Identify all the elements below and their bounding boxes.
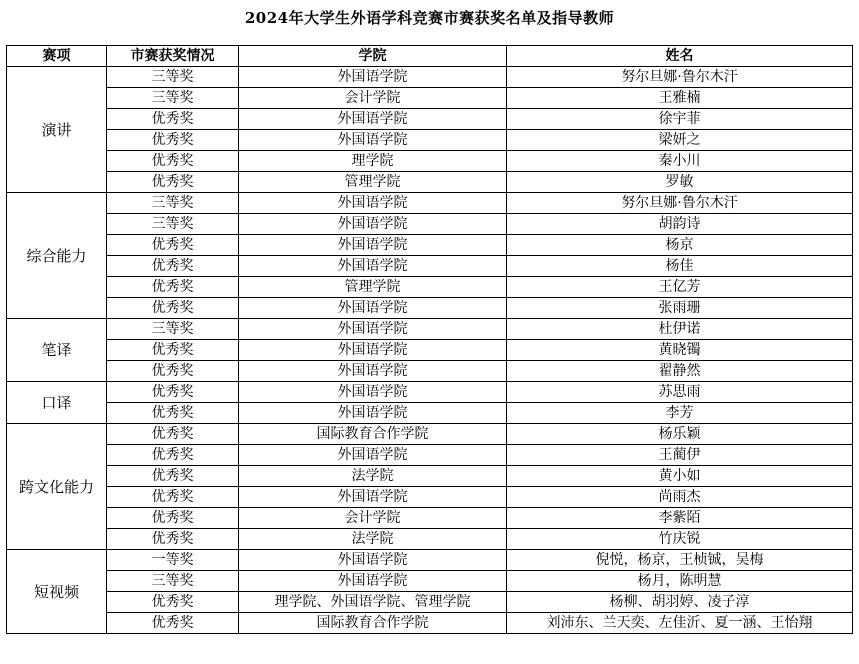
names-cell: 王蔺伊 bbox=[507, 445, 853, 466]
table-row bbox=[7, 319, 853, 340]
names-cell: 黄小如 bbox=[507, 466, 853, 487]
table-row bbox=[7, 214, 853, 235]
award-cell: 优秀奖 bbox=[107, 109, 239, 130]
table-row bbox=[7, 487, 853, 508]
college-cell: 外国语学院 bbox=[239, 109, 507, 130]
college-cell: 外国语学院 bbox=[239, 340, 507, 361]
table-row bbox=[7, 88, 853, 109]
college-cell: 会计学院 bbox=[239, 88, 507, 109]
award-cell: 优秀奖 bbox=[107, 130, 239, 151]
table-row bbox=[7, 67, 853, 88]
college-cell: 管理学院 bbox=[239, 172, 507, 193]
names-cell: 努尔旦娜·鲁尔木汗 bbox=[507, 193, 853, 214]
award-cell: 优秀奖 bbox=[107, 424, 239, 445]
table-row bbox=[7, 403, 853, 424]
college-cell: 外国语学院 bbox=[239, 256, 507, 277]
header-award: 市赛获奖情况 bbox=[107, 46, 239, 67]
header-event: 赛项 bbox=[7, 46, 107, 67]
table-row bbox=[7, 571, 853, 592]
awards-table-body bbox=[7, 67, 853, 634]
table-row bbox=[7, 361, 853, 382]
award-cell: 优秀奖 bbox=[107, 445, 239, 466]
award-cell: 优秀奖 bbox=[107, 298, 239, 319]
college-cell: 外国语学院 bbox=[239, 193, 507, 214]
award-cell: 优秀奖 bbox=[107, 172, 239, 193]
award-cell: 优秀奖 bbox=[107, 403, 239, 424]
names-cell: 罗敏 bbox=[507, 172, 853, 193]
names-cell: 尚雨杰 bbox=[507, 487, 853, 508]
college-cell: 外国语学院 bbox=[239, 382, 507, 403]
event-cell: 综合能力 bbox=[7, 193, 107, 319]
college-cell: 管理学院 bbox=[239, 277, 507, 298]
award-cell: 优秀奖 bbox=[107, 151, 239, 172]
college-cell: 法学院 bbox=[239, 466, 507, 487]
names-cell: 竹庆锐 bbox=[507, 529, 853, 550]
table-row bbox=[7, 340, 853, 361]
award-cell: 优秀奖 bbox=[107, 466, 239, 487]
award-cell: 优秀奖 bbox=[107, 256, 239, 277]
award-cell: 三等奖 bbox=[107, 193, 239, 214]
award-cell: 优秀奖 bbox=[107, 529, 239, 550]
award-cell: 三等奖 bbox=[107, 571, 239, 592]
table-row bbox=[7, 424, 853, 445]
names-cell: 翟静然 bbox=[507, 361, 853, 382]
awards-table bbox=[6, 45, 853, 634]
names-cell: 王亿芳 bbox=[507, 277, 853, 298]
award-cell: 优秀奖 bbox=[107, 592, 239, 613]
college-cell: 外国语学院 bbox=[239, 130, 507, 151]
award-cell: 优秀奖 bbox=[107, 487, 239, 508]
college-cell: 外国语学院 bbox=[239, 235, 507, 256]
award-cell: 优秀奖 bbox=[107, 361, 239, 382]
award-cell: 一等奖 bbox=[107, 550, 239, 571]
names-cell: 杨柳、胡羽婷、凌子淳 bbox=[507, 592, 853, 613]
college-cell: 外国语学院 bbox=[239, 571, 507, 592]
table-row bbox=[7, 529, 853, 550]
table-row bbox=[7, 256, 853, 277]
table-row bbox=[7, 235, 853, 256]
names-cell: 倪悦，杨京，王桢铖，吴梅 bbox=[507, 550, 853, 571]
table-row bbox=[7, 193, 853, 214]
names-cell: 杨京 bbox=[507, 235, 853, 256]
college-cell: 外国语学院 bbox=[239, 361, 507, 382]
table-row bbox=[7, 592, 853, 613]
event-cell: 演讲 bbox=[7, 67, 107, 193]
award-cell: 三等奖 bbox=[107, 67, 239, 88]
award-cell: 优秀奖 bbox=[107, 613, 239, 634]
names-cell: 秦小川 bbox=[507, 151, 853, 172]
names-cell: 徐宇菲 bbox=[507, 109, 853, 130]
award-cell: 优秀奖 bbox=[107, 235, 239, 256]
names-cell: 李芳 bbox=[507, 403, 853, 424]
table-row bbox=[7, 508, 853, 529]
award-cell: 优秀奖 bbox=[107, 382, 239, 403]
names-cell: 杨月，陈明慧 bbox=[507, 571, 853, 592]
table-row bbox=[7, 109, 853, 130]
college-cell: 国际教育合作学院 bbox=[239, 613, 507, 634]
names-cell: 杨乐颖 bbox=[507, 424, 853, 445]
award-cell: 三等奖 bbox=[107, 214, 239, 235]
college-cell: 法学院 bbox=[239, 529, 507, 550]
document-title: 2024年大学生外语学科竞赛市赛获奖名单及指导教师 bbox=[244, 9, 615, 27]
names-cell: 杨佳 bbox=[507, 256, 853, 277]
college-cell: 外国语学院 bbox=[239, 319, 507, 340]
table-row bbox=[7, 277, 853, 298]
event-cell: 短视频 bbox=[7, 550, 107, 634]
college-cell: 理学院、外国语学院、管理学院 bbox=[239, 592, 507, 613]
table-row bbox=[7, 550, 853, 571]
names-cell: 刘沛东、兰天奕、左佳沂、夏一涵、王怡翔 bbox=[507, 613, 853, 634]
college-cell: 外国语学院 bbox=[239, 550, 507, 571]
college-cell: 外国语学院 bbox=[239, 403, 507, 424]
names-cell: 苏思雨 bbox=[507, 382, 853, 403]
college-cell: 国际教育合作学院 bbox=[239, 424, 507, 445]
names-cell: 黄晓镯 bbox=[507, 340, 853, 361]
names-cell: 努尔旦娜·鲁尔木汗 bbox=[507, 67, 853, 88]
college-cell: 外国语学院 bbox=[239, 487, 507, 508]
header-college: 学院 bbox=[239, 46, 507, 67]
table-row bbox=[7, 466, 853, 487]
table-row bbox=[7, 172, 853, 193]
college-cell: 会计学院 bbox=[239, 508, 507, 529]
college-cell: 理学院 bbox=[239, 151, 507, 172]
names-cell: 李紫陌 bbox=[507, 508, 853, 529]
table-row bbox=[7, 613, 853, 634]
college-cell: 外国语学院 bbox=[239, 214, 507, 235]
event-cell: 跨文化能力 bbox=[7, 424, 107, 550]
names-cell: 王雅楠 bbox=[507, 88, 853, 109]
award-cell: 三等奖 bbox=[107, 319, 239, 340]
table-row bbox=[7, 382, 853, 403]
college-cell: 外国语学院 bbox=[239, 298, 507, 319]
table-header-row bbox=[7, 46, 853, 67]
names-cell: 张雨珊 bbox=[507, 298, 853, 319]
header-names: 姓名 bbox=[507, 46, 853, 67]
names-cell: 杜伊诺 bbox=[507, 319, 853, 340]
table-row bbox=[7, 445, 853, 466]
table-row bbox=[7, 151, 853, 172]
award-cell: 优秀奖 bbox=[107, 508, 239, 529]
college-cell: 外国语学院 bbox=[239, 445, 507, 466]
award-cell: 优秀奖 bbox=[107, 340, 239, 361]
names-cell: 胡韵诗 bbox=[507, 214, 853, 235]
names-cell: 梁妍之 bbox=[507, 130, 853, 151]
award-cell: 三等奖 bbox=[107, 88, 239, 109]
college-cell: 外国语学院 bbox=[239, 67, 507, 88]
table-row bbox=[7, 130, 853, 151]
event-cell: 笔译 bbox=[7, 319, 107, 382]
event-cell: 口译 bbox=[7, 382, 107, 424]
table-row bbox=[7, 298, 853, 319]
award-cell: 优秀奖 bbox=[107, 277, 239, 298]
